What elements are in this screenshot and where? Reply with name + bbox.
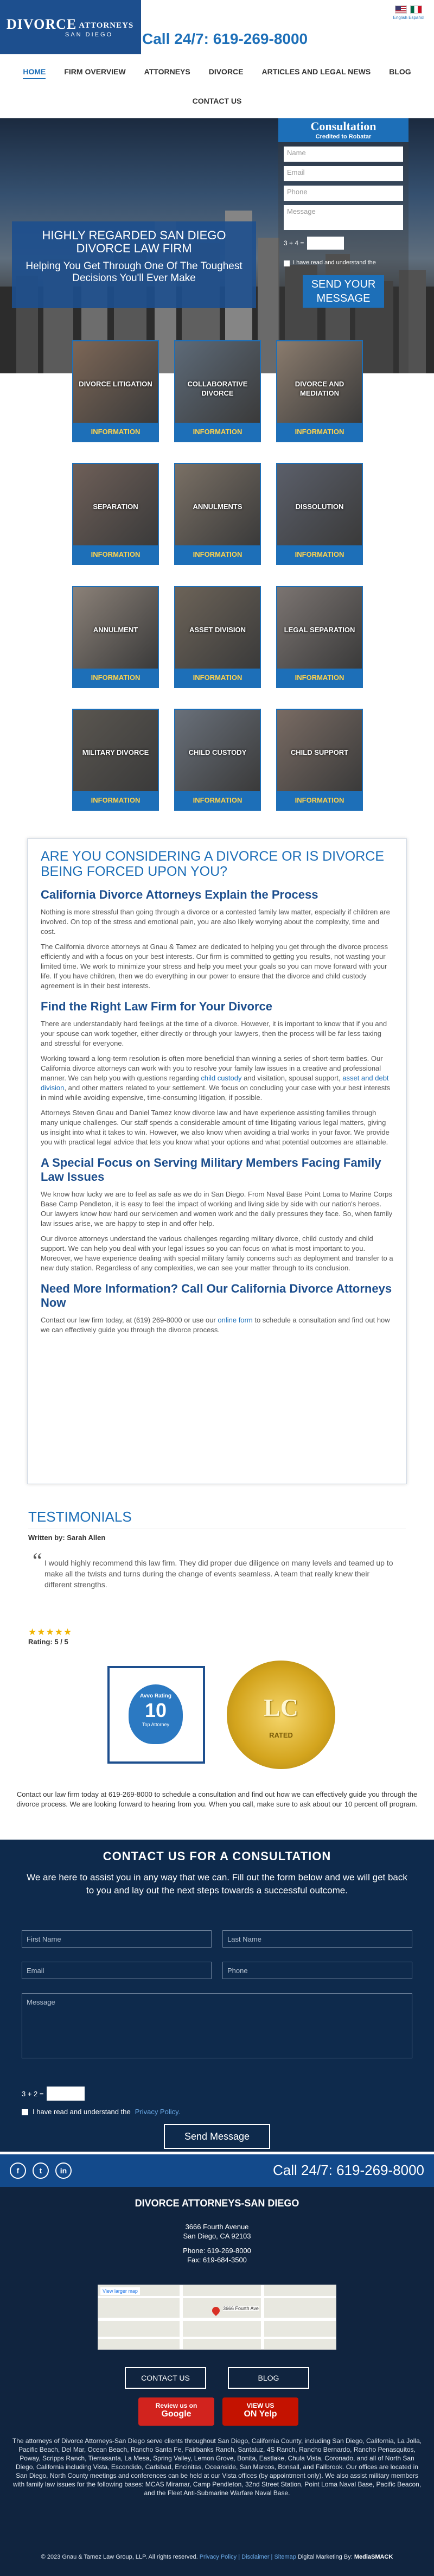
service-card[interactable] [276, 709, 363, 811]
avvo-label: Avvo Rating [140, 1693, 171, 1699]
section-heading: Find the Right Law Firm for Your Divorce [41, 1000, 272, 1013]
paragraph: We know how lucky we are to feel as safe as we do in San Diego. From Naval Base Point Loma to Marine Corps Base Camp Pendleton, it is easy to feel the impact of working and living side by side with our nation's heroes. Our lawyers know how hard our servicemen and women work and the daily pressures they face. So, when family law issues arise, we are happy to step in and offer help. [41, 1190, 393, 1227]
information-button[interactable]: INFORMATION [175, 669, 260, 687]
map-road [98, 2337, 336, 2339]
agree-checkbox[interactable] [22, 2109, 28, 2115]
section-heading: Need More Information? Call Our California Divorce Attorneys Now [41, 1282, 392, 1309]
information-button[interactable]: INFORMATION [277, 791, 362, 810]
us-flag-icon[interactable] [395, 5, 407, 14]
service-label: SEPARATION [93, 503, 138, 511]
section-heading: A Special Focus on Serving Military Members Facing Family Law Issues [41, 1156, 381, 1184]
footer-street: 3666 Fourth Avenue [185, 2223, 249, 2231]
text: Working toward a long-term resolution is often more beneficial than winning a series of short-term battles. Our California divorce attorneys can work with you to resolve your family law issues in a creative and professional manner. We can help you with questions regarding [41, 1054, 383, 1082]
service-photo [277, 464, 362, 545]
testimonial-text: I would highly recommend this law firm. They did proper due diligence on many levels and teamed up to make all the twists and turns during the change of events seamless. A team that really knew their different strengths. [44, 1559, 393, 1589]
review-google-big: Google [161, 2409, 192, 2419]
map-location-label: 3666 Fourth Ave [223, 2306, 259, 2311]
avvo-sub: Top Attorney [142, 1722, 170, 1727]
service-label: CHILD CUSTODY [188, 748, 247, 756]
view-larger-map-link[interactable]: View larger map [100, 2287, 140, 2295]
language-switcher [395, 5, 422, 14]
footer-links[interactable]: Privacy Policy | Disclaimer | Sitemap [199, 2554, 296, 2560]
office-map[interactable] [98, 2285, 336, 2350]
consultation-form [278, 118, 409, 373]
marketing-text: Digital Marketing By: [297, 2554, 353, 2560]
logo-main-text: DIVORCE [7, 16, 77, 32]
service-card[interactable] [174, 340, 261, 442]
service-card[interactable] [174, 586, 261, 688]
review-yelp-button[interactable] [222, 2397, 298, 2426]
map-road [98, 2318, 336, 2321]
nav-attorneys[interactable]: ATTORNEYS [144, 67, 190, 76]
paragraph: Nothing is more stressful than going through a divorce or a contested family law matter, especially if children are involved. On top of the stress and emotional pain, you are also likely worrying about the complexity, time and cost. [41, 908, 390, 936]
avvo-rating-badge[interactable] [107, 1666, 205, 1764]
consultation-section-title: CONTACT US FOR A CONSULTATION [103, 1849, 331, 1863]
email-field[interactable]: Email [284, 166, 403, 181]
consultation-form-header [278, 118, 409, 142]
map-road [261, 2285, 264, 2350]
information-button[interactable]: INFORMATION [175, 545, 260, 564]
paragraph [41, 1315, 393, 1335]
hero-subtitle: Helping You Get Through One Of The Toughest Decisions You'll Ever Make [25, 260, 242, 284]
service-label: ANNULMENT [93, 626, 138, 634]
review-google-button[interactable] [138, 2397, 214, 2426]
map-road [98, 2296, 336, 2298]
agree-row [22, 2108, 180, 2116]
footer-disclaimer: The attorneys of Divorce Attorneys-San Diego serve clients throughout San Diego, California County, including San Diego, California, La Jolla, Pacific Beach, Del Mar, Ocean Beach, Rancho Santa Fe, Fairbanks Ranch, Santaluz, 4S Ranch, Rancho Bernardo, Rancho Penasquitos, Poway, Scripps Ranch, Tierrasanta, La Mesa, Spring Valley, Lemon Grove, Bonita, Eastlake, Chula Vista, Coronado, and all of North San Diego, California including Vista, Escondido, Carlsbad, Encinitas, Oceanside, San Marcos, Bonsall, and Fallbrook. Our offices are located in San Diego, North County meetings and conferences can be held at our Vista offices (by appointment only). We also assist military members with family law issues for the following bases: MCAS Miramar, Camp Pendleton, 32nd Street Station, Point Loma Naval Base, Pacific Beacon, and the Fleet Anti-Submarine Warfare Naval Base. [12, 2437, 422, 2497]
site-header [0, 0, 434, 59]
paragraph: The California divorce attorneys at Gnau & Tamez are dedicated to helping you get through the divorce process efficiently and with a focus on your best interests. Our firm is committed to getting you results, not wasting your limited time. We work to minimize your stress and help you meet your goals so you can move forward with your life. If you have children, then we do everything in our power to ensure that the divorce and child custody agreement is in their best interests. [41, 943, 388, 990]
text: and visitation, spousal support, [244, 1074, 341, 1082]
footer-fax-line: Fax: 619-684-3500 [187, 2256, 247, 2264]
language-caption: English Español [393, 15, 424, 20]
avvo-shield-icon [129, 1684, 183, 1744]
lead-counsel-badge[interactable] [227, 1661, 335, 1769]
information-button[interactable]: INFORMATION [277, 545, 362, 564]
facebook-icon[interactable]: f [10, 2162, 26, 2179]
agree-row [284, 259, 403, 266]
message-field[interactable]: Message [284, 205, 403, 230]
article-heading: ARE YOU CONSIDERING A DIVORCE OR IS DIVORCE BEING FORCED UPON YOU? [41, 849, 384, 879]
rating-stars-icon: ★★★★★ [28, 1627, 73, 1637]
asset-debt-link[interactable]: asset and debt division [41, 1074, 389, 1092]
header-phone[interactable]: Call 24/7: 619-269-8000 [142, 30, 308, 47]
agree-checkbox[interactable] [284, 260, 290, 266]
information-button[interactable]: INFORMATION [277, 669, 362, 687]
service-photo [73, 341, 158, 423]
information-button[interactable]: INFORMATION [73, 545, 158, 564]
information-button[interactable]: INFORMATION [175, 423, 260, 441]
service-label: DIVORCE AND MEDIATION [295, 380, 344, 397]
map-road [180, 2285, 183, 2350]
text: Contact our law firm today, at (619) 269-8000 or use our [41, 1316, 216, 1324]
hero-message-box [12, 221, 256, 308]
review-google-top: Review us on [155, 2402, 197, 2409]
service-photo [73, 464, 158, 545]
footer-phone[interactable]: Call 24/7: 619-269-8000 [273, 2162, 424, 2178]
footer-contact-button[interactable]: CONTACT US [125, 2367, 206, 2389]
send-message-button[interactable]: Send Message [164, 2124, 270, 2149]
child-custody-link[interactable]: child custody [201, 1074, 242, 1082]
service-photo [277, 341, 362, 423]
logo-side-text: ATTORNEYS [79, 21, 134, 30]
service-photo [175, 710, 260, 791]
hero-title: HIGHLY REGARDED SAN DIEGO DIVORCE LAW FIRM [42, 228, 226, 255]
online-form-link[interactable]: online form [218, 1316, 253, 1324]
service-label: MILITARY DIVORCE [82, 748, 149, 756]
service-card[interactable] [72, 463, 159, 565]
name-field[interactable]: Name [284, 147, 403, 162]
lead-counsel-rated: RATED [269, 1731, 293, 1739]
footer-copyright [0, 2554, 434, 2560]
last-name-field[interactable]: Last Name [222, 1930, 412, 1948]
footer-city: San Diego, CA 92103 [183, 2232, 251, 2240]
captcha-question: 3 + 2 = [22, 2089, 44, 2098]
service-label: DISSOLUTION [295, 503, 344, 511]
text: to schedule a consultation and find out how we can effectively guide you through the divorce process. [41, 1316, 390, 1334]
service-photo [175, 587, 260, 669]
footer-phone-line[interactable]: Phone: 619-269-8000 [183, 2247, 251, 2255]
send-message-button[interactable]: SEND YOUR MESSAGE [303, 275, 384, 308]
service-card[interactable] [72, 340, 159, 442]
paragraph [41, 1054, 393, 1103]
consultation-subtitle: Credited to Robatar [315, 133, 372, 140]
service-card[interactable] [174, 709, 261, 811]
service-card[interactable] [72, 586, 159, 688]
service-label: CHILD SUPPORT [290, 748, 349, 756]
service-photo [277, 587, 362, 669]
testimonial-author: Written by: Sarah Allen [28, 1534, 106, 1542]
service-photo [277, 710, 362, 791]
nav-divorce[interactable]: DIVORCE [208, 67, 244, 76]
consultation-title: Consultation [310, 119, 376, 133]
lead-counsel-mark: LC [264, 1694, 298, 1721]
review-yelp-top: VIEW US [246, 2402, 275, 2409]
first-name-field[interactable]: First Name [22, 1930, 212, 1948]
paragraph: Attorneys Steven Gnau and Daniel Tamez know divorce law and have experience assisting families through many unique challenges. Our staff spends a considerable amount of time litigating various legal matters, giving us insight into what it takes to win. However, we also know when avoiding a trial works in your favor. We provide you with practical legal advice that lets you know what your options and what potential outcomes are attainable. [41, 1109, 390, 1146]
information-button[interactable]: INFORMATION [175, 791, 260, 810]
nav-firm-overview[interactable]: FIRM OVERVIEW [64, 67, 126, 76]
service-label: ASSET DIVISION [189, 626, 246, 634]
service-card[interactable] [72, 709, 159, 811]
footer-blog-button[interactable]: BLOG [228, 2367, 309, 2389]
phone-field[interactable]: Phone [222, 1962, 412, 1979]
message-field[interactable]: Message [22, 1993, 412, 2058]
captcha-input[interactable] [307, 237, 344, 250]
paragraph: There are understandably hard feelings at the time of a divorce. However, it is important to know that if you and your spouse can work together, either directly or through your lawyers, then the process will be far less taxing and stressful for everyone. [41, 1020, 387, 1047]
service-label: COLLABORATIVE DIVORCE [187, 380, 248, 397]
service-label: LEGAL SEPARATION [284, 626, 355, 634]
contact-blurb: Contact our law firm today at 619-269-8000 to schedule a consultation and find out how we can effectively guide you through the divorce process. We are looking forward to hearing from you. When you call, make sure to ask about our 10 percent off program. [16, 1790, 418, 1808]
service-label: ANNULMENTS [193, 503, 242, 511]
service-card[interactable] [174, 463, 261, 565]
captcha-input[interactable] [47, 2087, 85, 2101]
paragraph: Our divorce attorneys understand the various challenges regarding military divorce, child custody and child support. We can help you deal with your legal issues so you can focus on what is most important to you. Moreover, we have experience dealing with special military family concerns such as deployment and transfer to a new duty station. Regardless of any complexities, we can see your matter through to its conclusion. [41, 1235, 393, 1272]
information-button[interactable]: INFORMATION [73, 423, 158, 441]
privacy-policy-link[interactable]: Privacy Policy. [135, 2108, 181, 2116]
testimonials-title: TESTIMONIALS [28, 1509, 132, 1525]
information-button[interactable]: INFORMATION [73, 791, 158, 810]
nav-home[interactable]: HOME [23, 67, 46, 79]
text: , and other matters related to your settlement. We focus on concluding your case with your best interests in mind while avoiding expensive, time-consuming litigation, if possible. [41, 1084, 391, 1102]
mexico-flag-icon[interactable] [410, 5, 422, 14]
spacer [0, 2241, 434, 2246]
linkedin-icon[interactable]: in [55, 2162, 72, 2179]
captcha-question: 3 + 4 = [284, 239, 304, 247]
nav-articles[interactable]: ARTICLES AND LEGAL NEWS [261, 67, 371, 76]
quote-icon: “ [33, 1548, 42, 1573]
service-photo [175, 341, 260, 423]
email-field[interactable]: Email [22, 1962, 212, 1979]
service-photo [73, 710, 158, 791]
service-photo [73, 587, 158, 669]
section-heading: California Divorce Attorneys Explain the Process [41, 888, 318, 901]
logo-city-text: SAN DIEGO [65, 31, 113, 38]
marketing-brand-link[interactable]: MediaSMACK [354, 2554, 393, 2560]
main-nav [0, 59, 434, 118]
review-yelp-big: ON Yelp [244, 2409, 277, 2419]
article-box [27, 838, 407, 1484]
information-button[interactable]: INFORMATION [277, 423, 362, 441]
footer-address [0, 2222, 434, 2265]
footer-firm-name: DIVORCE ATTORNEYS-SAN DIEGO [135, 2198, 299, 2209]
nav-contact-us[interactable]: CONTACT US [192, 97, 242, 105]
captcha-row [22, 2087, 85, 2101]
map-pin-icon [210, 2305, 221, 2316]
logo[interactable] [0, 0, 141, 54]
service-card[interactable] [276, 463, 363, 565]
captcha-row [284, 237, 403, 250]
avvo-score: 10 [144, 1699, 167, 1721]
agree-label: I have read and understand the [33, 2108, 131, 2116]
phone-field[interactable]: Phone [284, 186, 403, 201]
consultation-section-text: We are here to assist you in any way that we can. Fill out the form below and we will get back to you and lay out the next steps towards a successful outcome. [27, 1872, 407, 1896]
copyright-text: © 2023 Gnau & Tamez Law Group, LLP. All rights reserved. [41, 2554, 198, 2560]
service-card[interactable] [276, 586, 363, 688]
service-photo [175, 464, 260, 545]
service-label: DIVORCE LITIGATION [79, 380, 152, 388]
information-button[interactable]: INFORMATION [73, 669, 158, 687]
rating-text: Rating: 5 / 5 [28, 1638, 68, 1646]
nav-blog[interactable]: BLOG [389, 67, 411, 76]
service-card[interactable] [276, 340, 363, 442]
agree-label: I have read and understand the [293, 259, 376, 266]
twitter-icon[interactable]: t [33, 2162, 49, 2179]
